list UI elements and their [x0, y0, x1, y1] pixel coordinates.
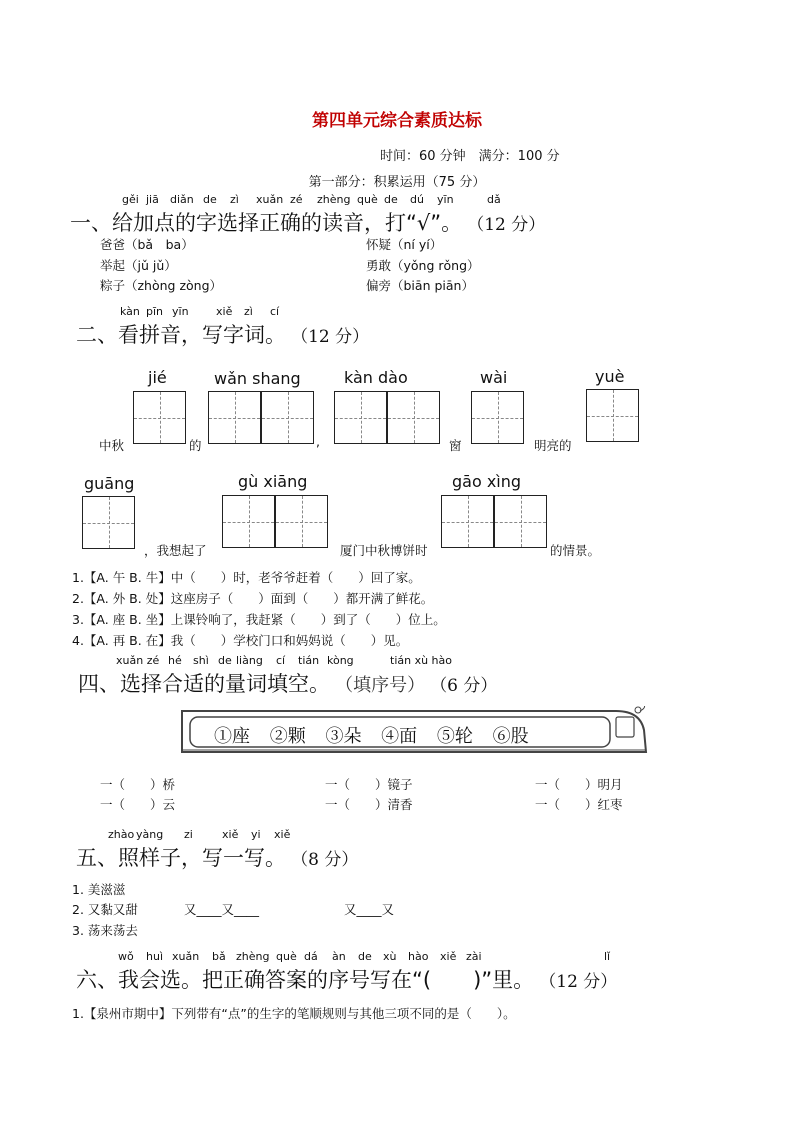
section-4-heading: 四、选择合适的量词填空。 — [78, 672, 330, 696]
pinyin: yàng — [136, 828, 164, 841]
writing-grid-cell[interactable] — [494, 495, 547, 548]
section-2-heading: 二、看拼音，写字词。 — [76, 323, 286, 347]
pinyin-word: yuè — [595, 367, 625, 386]
pinyin: hào — [408, 950, 429, 963]
pinyin: dǎ — [487, 193, 501, 206]
s4-blank: 一（ ）明月 — [535, 777, 623, 792]
pinyin: zhèng — [317, 193, 351, 206]
time-score-info: 时间：60 分钟 满分：100 分 — [380, 149, 560, 164]
writing-grid-cell[interactable] — [208, 391, 261, 444]
section-5 — [76, 828, 476, 872]
pinyin: kàn — [120, 305, 140, 318]
fill-text: , — [316, 434, 320, 449]
pinyin: xuǎn — [172, 950, 200, 963]
fill-text: 厦门中秋博饼时 — [340, 543, 428, 558]
pinyin: shì — [193, 654, 209, 667]
pinyin: xuǎn zé — [116, 654, 160, 667]
pinyin: zhèng — [236, 950, 270, 963]
pinyin-word: jié — [148, 368, 167, 387]
pinyin: yīn — [172, 305, 189, 318]
pinyin: cí — [276, 654, 286, 667]
s5-pattern: 又____又 — [344, 902, 395, 917]
pinyin: xù — [383, 950, 397, 963]
s4-blank: 一（ ）清香 — [325, 797, 413, 812]
section-1 — [70, 193, 770, 237]
section-4 — [78, 654, 678, 698]
pinyin: àn — [332, 950, 346, 963]
fill-text: 中秋 — [99, 438, 125, 453]
s1-item: 怀疑（ní yí） — [366, 237, 443, 252]
s5-item: 1. 美滋滋 — [72, 882, 126, 897]
writing-grid-cell[interactable] — [471, 391, 524, 444]
pinyin-word: wài — [480, 368, 508, 387]
pinyin-word: guāng — [84, 474, 135, 493]
pinyin: hé — [168, 654, 182, 667]
writing-grid-cell[interactable] — [275, 495, 328, 548]
pinyin: què — [276, 950, 297, 963]
s1-item: 粽子（zhòng zòng） — [100, 278, 223, 293]
pinyin: bǎ — [212, 950, 226, 963]
section-4-score: （6 分） — [430, 676, 498, 696]
pinyin: diǎn — [170, 193, 194, 206]
s3-item: 1.【A. 午 B. 牛】中（ ）时，老爷爷赶着（ ）回了家。 — [72, 570, 421, 585]
pinyin: de — [384, 193, 398, 206]
section-6-score: （12 分） — [539, 972, 618, 992]
writing-grid-cell[interactable] — [441, 495, 494, 548]
section-5-heading: 五、照样子，写一写。 — [76, 846, 286, 870]
pinyin: zài — [466, 950, 482, 963]
measure-word-options: ①座 ②颗 ③朵 ④面 ⑤轮 ⑥股 — [214, 726, 529, 747]
writing-grid-cell[interactable] — [586, 389, 639, 442]
section-5-score: （8 分） — [291, 850, 359, 870]
pinyin: yi — [251, 828, 261, 841]
section-2-score: （12 分） — [291, 327, 370, 347]
section-6 — [76, 950, 776, 994]
page-title: 第四单元综合素质达标 — [312, 111, 482, 131]
fill-text: 的情景。 — [550, 543, 601, 558]
section-2 — [76, 305, 576, 349]
pinyin: zhào — [108, 828, 135, 841]
pinyin: xiě — [222, 828, 239, 841]
pinyin: zé — [290, 193, 303, 206]
fill-text: ，我想起了 — [144, 543, 207, 558]
section-1-heading: 一、给加点的字选择正确的读音，打“√”。 — [70, 211, 463, 235]
pinyin: què — [357, 193, 378, 206]
writing-grid-cell[interactable] — [133, 391, 186, 444]
pinyin: tián xù hào — [390, 654, 452, 667]
s5-pattern: 又____又____ — [184, 902, 260, 917]
pinyin: xiě — [440, 950, 457, 963]
s1-item: 爸爸（bǎ ba） — [100, 237, 194, 252]
writing-grid-cell[interactable] — [222, 495, 275, 548]
pinyin: cí — [270, 305, 280, 318]
pinyin: zì — [230, 193, 239, 206]
pinyin: huì — [146, 950, 163, 963]
pinyin: de — [218, 654, 232, 667]
part-heading: 第一部分：积累运用（75 分） — [308, 175, 486, 190]
writing-grid-cell[interactable] — [261, 391, 314, 444]
pinyin: lǐ — [604, 950, 611, 963]
pinyin: de — [203, 193, 217, 206]
fill-text: 明亮的 — [534, 438, 572, 453]
pinyin: zì — [244, 305, 253, 318]
section-6-heading: 六、我会选。把正确答案的序号写在“( )”里。 — [76, 968, 535, 992]
pinyin: zi — [184, 828, 193, 841]
s1-item: 举起（jǔ jǔ） — [100, 258, 177, 273]
pinyin: tián — [298, 654, 320, 667]
s5-item: 2. 又黏又甜 — [72, 902, 138, 917]
pinyin: yīn — [437, 193, 454, 206]
writing-grid-cell[interactable] — [334, 391, 387, 444]
pinyin: dá — [304, 950, 318, 963]
s4-blank: 一（ ）镜子 — [325, 777, 413, 792]
pinyin: liàng — [236, 654, 263, 667]
pinyin: pīn — [146, 305, 164, 318]
pinyin: gěi — [122, 193, 139, 206]
s1-item: 勇敢（yǒng rǒng） — [366, 258, 480, 273]
s4-blank: 一（ ）红枣 — [535, 797, 623, 812]
pinyin-word: gāo xìng — [452, 472, 522, 491]
pinyin-word: gù xiāng — [238, 472, 308, 491]
s1-item: 偏旁（biān piān） — [366, 278, 474, 293]
writing-grid-cell[interactable] — [82, 496, 135, 549]
writing-grid-cell[interactable] — [387, 391, 440, 444]
s3-item: 4.【A. 再 B. 在】我（ ）学校门口和妈妈说（ ）见。 — [72, 633, 409, 648]
s4-blank: 一（ ）云 — [100, 797, 176, 812]
pinyin: kòng — [327, 654, 354, 667]
fill-text: 的 — [189, 438, 202, 453]
s6-question: 1.【泉州市期中】下列带有“点”的生字的笔顺规则与其他三项不同的是（ ）。 — [72, 1006, 516, 1021]
pinyin: de — [358, 950, 372, 963]
pinyin-word: wǎn shang — [214, 369, 301, 388]
s3-item: 3.【A. 座 B. 坐】上课铃响了，我赶紧（ ）到了（ ）位上。 — [72, 612, 446, 627]
pinyin: wǒ — [118, 950, 134, 963]
pinyin-word: kàn dào — [344, 368, 408, 387]
section-1-score: （12 分） — [467, 215, 546, 235]
s3-item: 2.【A. 外 B. 处】这座房子（ ）面到（ ）都开满了鲜花。 — [72, 591, 434, 606]
pinyin: xuǎn — [256, 193, 284, 206]
pinyin: xiě — [216, 305, 233, 318]
section-4-note: （填序号） — [335, 675, 426, 696]
pinyin: dú — [410, 193, 424, 206]
pinyin: jiā — [146, 193, 159, 206]
pinyin: xiě — [274, 828, 291, 841]
s5-item: 3. 荡来荡去 — [72, 923, 138, 938]
s4-blank: 一（ ）桥 — [100, 777, 176, 792]
fill-text: 窗 — [449, 438, 462, 453]
